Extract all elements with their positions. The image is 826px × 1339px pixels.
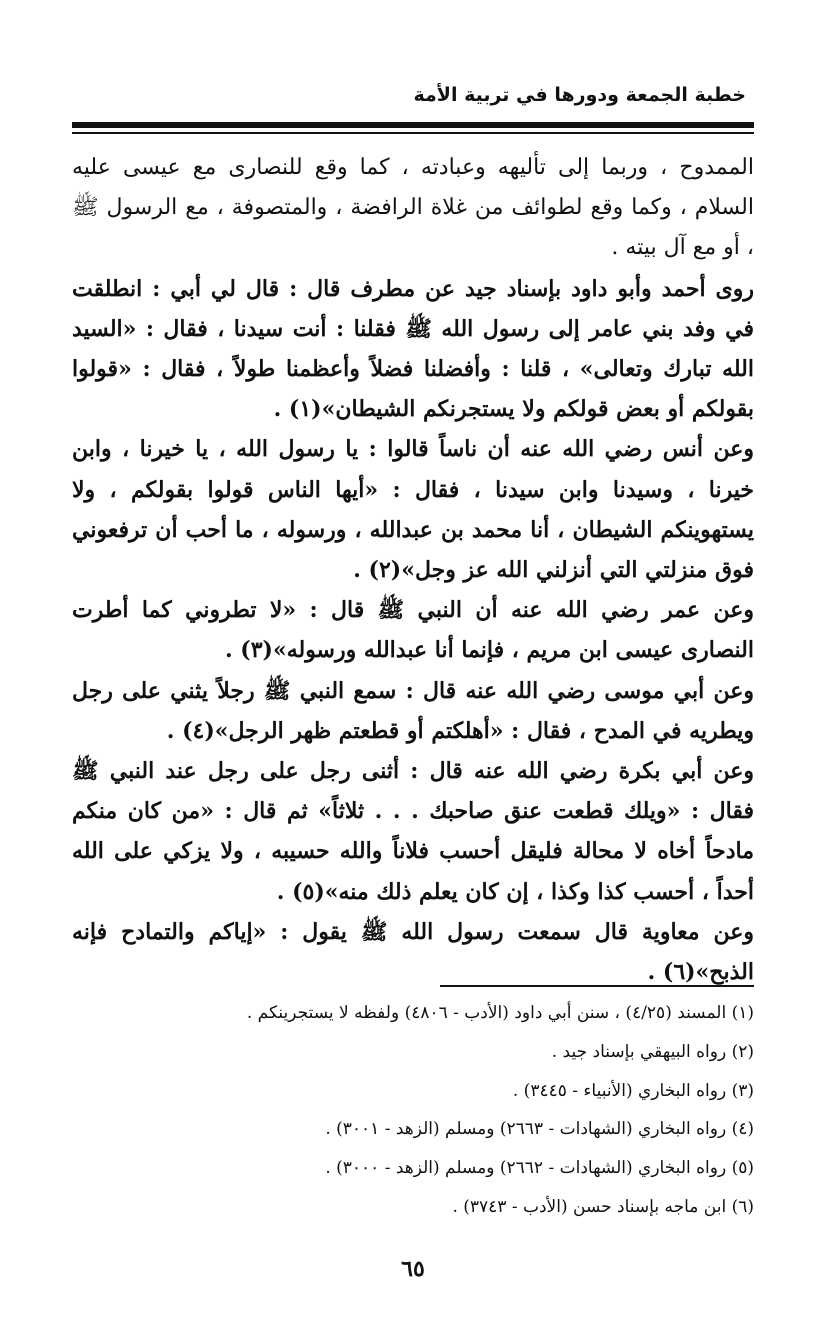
body-text	[72, 148, 754, 992]
running-header: خطبة الجمعة ودورها في تربية الأمة	[413, 84, 746, 106]
footnote: (٢) رواه البيهقي بإسناد جيد .	[551, 1041, 754, 1062]
footnote-separator	[440, 985, 754, 987]
header-rule-thin	[72, 132, 754, 134]
footnote: (٥) رواه البخاري (الشهادات - ٢٦٦٢) ومسلم (الزهد - ٣٠٠٠) .	[325, 1158, 754, 1179]
paragraph: وعن معاوية قال سمعت رسول الله ﷺ يقول : «إياكم والتمادح فإنه الذبح»(٦) .	[72, 918, 754, 986]
footnotes	[72, 994, 754, 1227]
paragraph: وعن أنس رضي الله عنه أن ناساً قالوا : يا رسول الله ، يا خيرنا ، وابن خيرنا ، وسيدنا وابن سيدنا ، فقال : «أيها الناس قولوا بقولكم ، ولا يستهوينكم الشيطان ، أنا محمد بن عبدالله ، ورسوله ، ما أحب أن ترفعوني فوق منزلتي التي أنزلني الله عز وجل»(٢) .	[72, 436, 754, 584]
paragraph: روى أحمد وأبو داود بإسناد جيد عن مطرف قال : قال لي أبي : انطلقت في وفد بني عامر إلى رسول الله ﷺ فقلنا : أنت سيدنا ، فقال : «السيد الله تبارك وتعالى» ، قلنا : وأفضلنا فضلاً وأعظمنا طولاً ، فقال : «قولوا بقولكم أو بعض قولكم ولا يستجرنكم الشيطان»(١) .	[72, 275, 754, 423]
footnote: (١) المسند (٤/٢٥) ، سنن أبي داود (الأدب - ٤٨٠٦) ولفظه لا يستجرينكم .	[246, 1003, 754, 1023]
paragraph: وعن أبي بكرة رضي الله عنه قال : أثنى رجل على رجل عند النبي ﷺ فقال : «ويلك قطعت عنق صاحبك . . . ثلاثاً» ثم قال : «من كان منكم مادحاً أخاه لا محالة فليقل أحسب فلاناً والله حسيبه ، ولا يزكي على الله أحداً ، أحسب كذا وكذا ، إن كان يعلم ذلك منه»(٥) .	[72, 758, 754, 905]
footnote: (٣) رواه البخاري (الأنبياء - ٣٤٤٥) .	[512, 1080, 754, 1101]
paragraph: وعن أبي موسى رضي الله عنه قال : سمع النبي ﷺ رجلاً يثني على رجل ويطريه في المدح ، فقال : «أهلكتم أو قطعتم ظهر الرجل»(٤) .	[72, 677, 754, 744]
page-number: ٦٥	[401, 1256, 425, 1282]
header-rule	[72, 122, 754, 128]
paragraph: الممدوح ، وربما إلى تأليهه وعبادته ، كما وقع للنصارى مع عيسى عليه السلام ، وكما وقع لطوائف من غلاة الرافضة ، والمتصوفة ، مع الرسول ﷺ ، أو مع آل بيته .	[72, 155, 754, 261]
footnote: (٦) ابن ماجه بإسناد حسن (الأدب - ٣٧٤٣) .	[452, 1196, 754, 1217]
footnote: (٤) رواه البخاري (الشهادات - ٢٦٦٣) ومسلم (الزهد - ٣٠٠١) .	[325, 1119, 754, 1140]
paragraph: وعن عمر رضي الله عنه أن النبي ﷺ قال : «لا تطروني كما أطرت النصارى عيسى ابن مريم ، فإنما أنا عبدالله ورسوله»(٣) .	[72, 597, 754, 664]
